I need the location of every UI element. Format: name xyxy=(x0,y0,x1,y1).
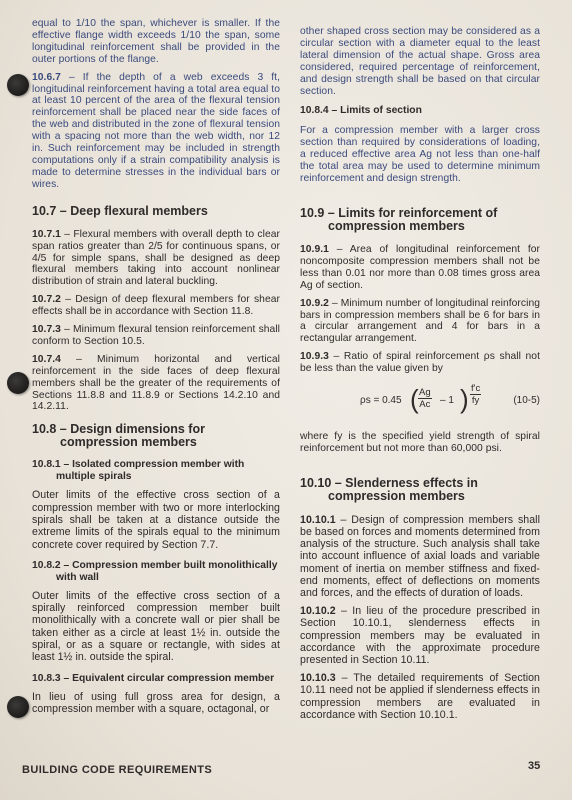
section-number: 10.9.2 xyxy=(300,297,329,309)
section-number: 10.6.7 xyxy=(32,71,61,83)
paragraph-10-8-2: Outer limits of the effective cross section of a spirally reinforced compression member built monolithically with a concrete wall or pier shall be taken either as a circle at least 1½ in. outside the spiral, or as a square or rectangle, with sides at least 1½ in. outside the spiral. xyxy=(32,589,280,664)
equation-denominator: Ac xyxy=(419,399,431,411)
section-number: 10.7.1 xyxy=(32,228,61,240)
section-number: 10.10.1 xyxy=(300,513,336,526)
paragraph-text: – Minimum flexural tension reinforcement shall conform to Section 10.5. xyxy=(32,324,280,347)
heading-10-10: 10.10 – Slenderness effects in compression members xyxy=(300,475,478,503)
paragraph-text: – Design of compression members shall be based on forces and moments determined from analysis of the structure. Such analysis shall take into account influence of axial loads and variable moment of inertia on member stiffness and fixed-end moments, effect of deflections on moments and forces, and the effects of duration of loads. xyxy=(300,513,540,600)
paragraph-text: – The detailed requirements of Section 10.11 need not be applied if slenderness effects in compression members are evaluated in accordance with Section 10.10.1. xyxy=(300,672,540,721)
equation-minus-one: – 1 xyxy=(440,395,454,407)
equation-number: (10-5) xyxy=(513,395,540,407)
section-number: 10.7.2 xyxy=(32,294,61,306)
right-column xyxy=(300,26,540,727)
paragraph-10-10-3 xyxy=(300,672,540,721)
paragraph-text: – Flexural members with overall depth to clear span ratios greater than 2/5 for continuous spans, or 4/5 for simple spans, shall be designed as deep flexural members taking into account nonlinear distribution of strain and lateral buckling. xyxy=(32,228,280,288)
paragraph-text: – In lieu of the procedure prescribed in Section 10.10.1, slenderness effects in compression members may be evaluated in accordance with the approximate procedure presented in Section 10.11. xyxy=(300,605,540,667)
paragraph-10-6-7 xyxy=(32,72,280,191)
paragraph-10-10-1 xyxy=(300,514,540,599)
paragraph-text: – Minimum horizontal and vertical reinforcement in the side faces of deep flexural members shall be the greater of the requirements of Sections 11.8.8 and 11.8.9 or Sections 14.2.10 and 14.2.11. xyxy=(32,353,280,413)
binder-hole-top xyxy=(7,74,29,96)
section-number: 10.7.3 xyxy=(32,324,61,336)
page-number: 35 xyxy=(528,760,541,772)
equation-10-5 xyxy=(300,383,540,421)
paragraph-10-8-1: Outer limits of the effective cross section of a compression member with two or more interlocking spirals shall be taken at a distance outside the extreme limits of the spirals equal to the minimum concrete cover required by Section 7.7. xyxy=(32,489,280,551)
paragraph-10-10-2 xyxy=(300,605,540,666)
equation-fraction-strength xyxy=(470,383,481,406)
paragraph-10-7-2 xyxy=(32,294,280,318)
equation-numerator: f'c xyxy=(471,383,481,395)
heading-10-8-2: 10.8.2 – Compression member built monolithically with wall xyxy=(32,559,278,583)
equation-close-paren: ) xyxy=(460,384,469,415)
heading-10-7: 10.7 – Deep flexural members xyxy=(32,203,208,218)
section-number: 10.10.3 xyxy=(300,672,336,685)
paragraph-text: – Design of deep flexural members for shear effects shall be in accordance with Section 11.8. xyxy=(32,294,280,318)
section-number: 10.9.3 xyxy=(300,351,329,363)
equation-numerator: Ag xyxy=(419,387,431,399)
footer-title: BUILDING CODE REQUIREMENTS xyxy=(22,764,213,776)
paragraph-10-9-3 xyxy=(300,351,540,375)
binder-hole-middle xyxy=(7,372,29,394)
equation-open-paren: ( xyxy=(410,384,419,415)
paragraph-cross-section-continued: other shaped cross section may be considered as a circular section with a diameter equal to the least lateral dimension of the actual shape. Gross area considered, required percentage of reinforcement, and design strength shall be based on that circular section. xyxy=(300,26,540,97)
paragraph-10-7-4 xyxy=(32,354,280,414)
section-number: 10.9.1 xyxy=(300,243,329,255)
paragraph-10-9-2 xyxy=(300,298,540,346)
heading-10-8: 10.8 – Design dimensions for compression members xyxy=(32,422,205,450)
paragraph-text: – Minimum number of longitudinal reinforcing bars in compression members shall be 6 for bars in a circular arrangement and 4 for bars in a rectangular arrangement. xyxy=(300,297,540,345)
left-column xyxy=(32,18,280,724)
paragraph-flange-continued: equal to 1/10 the span, whichever is smaller. If the effective flange width exceeds 1/10 the span, some longitudinal reinforcement shall be provided in the outer portions of the flange. xyxy=(32,18,280,65)
paragraph-10-9-1 xyxy=(300,244,540,292)
binder-hole-bottom xyxy=(7,696,29,718)
equation-fraction-area xyxy=(418,387,432,410)
heading-10-8-3: 10.8.3 – Equivalent circular compression member xyxy=(32,672,275,684)
paragraph-text: – Area of longitudinal reinforcement for noncomposite compression members shall not be less than 0.01 nor more than 0.08 times gross area Ag of section. xyxy=(300,243,540,291)
heading-10-8-4: 10.8.4 – Limits of section xyxy=(300,105,422,117)
heading-10-8-1: 10.8.1 – Isolated compression member with multiple spirals xyxy=(32,459,245,483)
equation-lhs: ρs = 0.45 xyxy=(360,395,402,407)
paragraph-10-8-3: In lieu of using full gross area for design, a compression member with a square, octagonal, or xyxy=(32,690,280,715)
paragraph-10-7-3 xyxy=(32,324,280,348)
paragraph-yield-strength: where fy is the specified yield strength of spiral reinforcement but not more than 60,000 psi. xyxy=(300,431,540,454)
paragraph-10-7-1 xyxy=(32,229,280,289)
paragraph-text: – If the depth of a web exceeds 3 ft, longitudinal reinforcement having a total area equal to at least 10 percent of the area of the flexural tension reinforcement shall be placed near the side faces of the web and distributed in the zone of flexural tension with a spacing not more than the web width, nor 12 in. Such reinforcement may be included in strength computations only if a strain compatibility analysis is made to determine stresses in the individual bars or wires. xyxy=(32,71,280,190)
section-number: 10.7.4 xyxy=(32,353,61,365)
paragraph-text: – Ratio of spiral reinforcement ρs shall not be less than the value given by xyxy=(300,351,540,375)
section-number: 10.10.2 xyxy=(300,605,336,618)
equation-denominator: fy xyxy=(471,395,480,407)
heading-10-9: 10.9 – Limits for reinforcement of compression members xyxy=(300,205,498,233)
paragraph-10-8-4: For a compression member with a larger cross section than required by considerations of loading, a reduced effective area Ag not less than one-half the total area may be used to determine minimum reinforcement and design strength. xyxy=(300,125,540,185)
